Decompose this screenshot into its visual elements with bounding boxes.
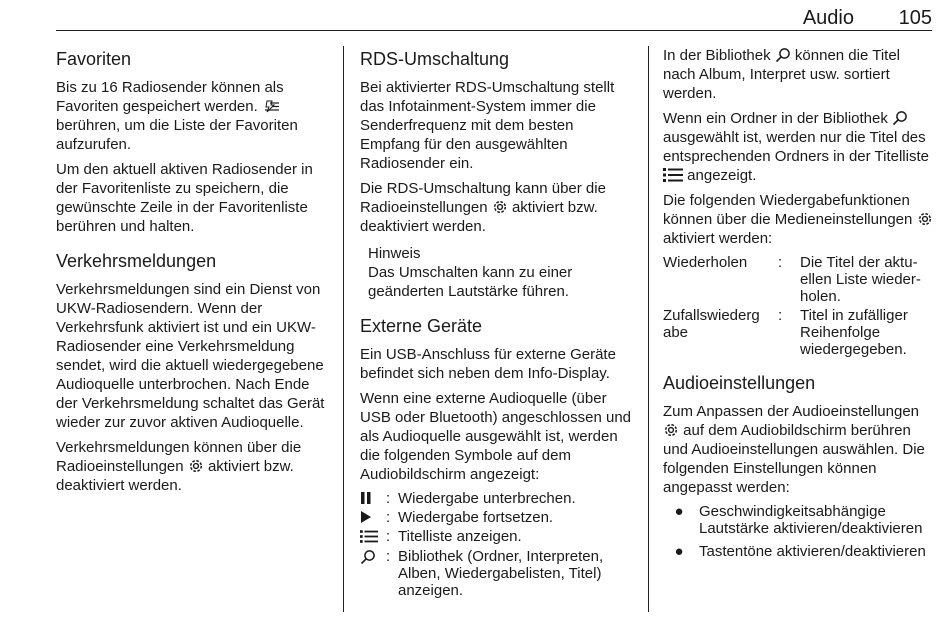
heading-rds-umschaltung: RDS-Umschaltung [360, 49, 510, 69]
symbol-row [360, 509, 632, 528]
heading-audioeinstellungen: Audioeinstellungen [663, 373, 816, 393]
play-icon [360, 509, 386, 528]
paragraph: Ein USB-Anschluss für externe Geräte befindet sich neben dem Info-Display. [360, 346, 616, 382]
symbol-text: Wiedergabe fortsetzen. [398, 509, 554, 526]
search-icon [892, 110, 908, 126]
paragraph [663, 191, 933, 248]
paragraph [56, 438, 326, 495]
heading-verkehrsmeldungen: Verkehrsmeldungen [56, 251, 217, 271]
colon: : [386, 528, 391, 545]
text: aktiviert bzw. deaktiviert werden. [360, 199, 598, 235]
bullet-item [663, 503, 933, 537]
page-header [56, 0, 932, 31]
symbol-row [360, 548, 632, 599]
colon: : [386, 509, 391, 526]
heading-favoriten: Favoriten [56, 49, 132, 69]
text: Die RDS-Umschaltung kann über die Radioeinstellungen [360, 180, 606, 216]
bullet-dot: ● [674, 543, 684, 560]
text: auf dem Audiobildschirm berühren und [663, 422, 911, 458]
symbol-row [360, 490, 632, 509]
bullet-text: Tastentöne aktivieren/deaktivieren [699, 543, 926, 560]
symbol-list [360, 490, 632, 599]
favorites-icon [262, 98, 280, 114]
column-middle [360, 48, 632, 599]
column-divider [343, 46, 344, 612]
colon: : [386, 490, 391, 507]
paragraph: Wenn eine externe Audioquelle (über USB oder Bluetooth) angeschlossen und als Audioquelle ausgewählt ist, werden die folgenden Symbole auf dem Audiobildschirm angezeigt: [360, 390, 632, 483]
text: Die folgenden Wiedergabefunktionen können über die Medieneinstellungen [663, 192, 913, 228]
column-left [56, 48, 326, 501]
list-icon [360, 528, 386, 548]
note-text: Das Umschalten kann zu einer geänderten Lautstärke führen. [368, 264, 573, 300]
symbol-text: Bibliothek (Ordner, Interpreten, Alben, Wiedergabelisten, Titel) anzeigen. [398, 548, 604, 599]
colon: : [386, 548, 391, 565]
text: Verkehrsmeldungen können über die Radioeinstellungen [56, 439, 302, 475]
text: Wenn ein Ordner in der Bibliothek [663, 110, 888, 127]
text: Zum Anpassen der Audioeinstellungen [663, 403, 920, 420]
text: aktiviert bzw. deaktiviert werden. [56, 458, 294, 494]
symbol-row [360, 528, 632, 548]
list-icon [663, 167, 683, 183]
text: aktiviert werden: [663, 230, 773, 247]
bold-term: Audioeinstellungen [691, 441, 819, 458]
paragraph [56, 78, 326, 154]
note-title: Hinweis [368, 245, 421, 262]
page-number: 105 [898, 7, 932, 29]
symbol-text: Wiedergabe unterbrechen. [398, 490, 576, 507]
search-icon [360, 548, 386, 599]
bullet-dot: ● [674, 503, 684, 520]
column-divider [648, 46, 649, 612]
pause-icon [360, 490, 386, 509]
paragraph [663, 46, 933, 103]
gear-icon [492, 199, 508, 215]
paragraph [663, 402, 933, 497]
bullet-text: Geschwindigkeitsabhängige Lautstärke aktivieren/deaktivieren [699, 503, 923, 537]
section-title: Audio [802, 7, 854, 29]
definition-term: Wiederholen [663, 254, 748, 271]
paragraph: Um den aktuell aktiven Radiosender in der Favoritenliste zu speichern, die gewünschte Zeile in der Favoritenliste berühren und halten. [56, 161, 313, 235]
definition-row [663, 254, 933, 305]
column-right [663, 46, 933, 566]
gear-icon [188, 458, 204, 474]
paragraph: Verkehrsmeldungen sind ein Dienst von UKW-Radiosendern. Wenn der Verkehrsfunk aktiviert ist und ein UKW-Radiosender eine Verkehrsmeldung sendet, wird die aktuell wiedergegebene Audioquelle unterbrochen. Nach Ende der Verkehrsmeldung schaltet das Gerät wieder zur zuvor aktiven Audioquelle. [56, 281, 325, 431]
text: In der Bibliothek [663, 47, 771, 64]
definition-row [663, 307, 933, 358]
paragraph: Bei aktivierter RDS-Umschaltung stellt das Infotainment-System immer die Senderfrequenz mit dem besten Empfang für den ausgewählten Radiosender ein. [360, 79, 615, 172]
definition-desc: Die Titel der aktuellen Liste wiederholen. [800, 254, 921, 305]
paragraph [663, 109, 933, 185]
gear-icon [663, 422, 679, 438]
colon: : [778, 254, 783, 271]
symbol-text: Titelliste anzeigen. [398, 528, 522, 545]
definition-term: Zufallswiederg abe [663, 307, 760, 341]
text: auswählen. Die folgenden Einstellungen können angepasst werden: [663, 441, 925, 496]
text: berühren, um die Liste der Favoriten aufzurufen. [56, 117, 298, 153]
heading-externe-geraete: Externe Geräte [360, 316, 483, 336]
text: Bis zu 16 Radiosender können als Favoriten gespeichert werden. [56, 79, 284, 115]
colon: : [778, 307, 783, 324]
search-icon [775, 47, 791, 63]
definition-desc: Titel in zufälliger Reihenfolge wiedergegeben. [800, 307, 908, 358]
text: können die Titel nach Album, Interpret usw. sortiert werden. [663, 47, 900, 102]
gear-icon [917, 211, 933, 227]
note-box [368, 244, 632, 301]
text: angezeigt. [687, 167, 757, 184]
text: ausgewählt ist, werden nur die Titel des entsprechenden Ordners in der Titelliste [663, 129, 929, 165]
bullet-item [663, 543, 933, 560]
paragraph [360, 179, 632, 236]
